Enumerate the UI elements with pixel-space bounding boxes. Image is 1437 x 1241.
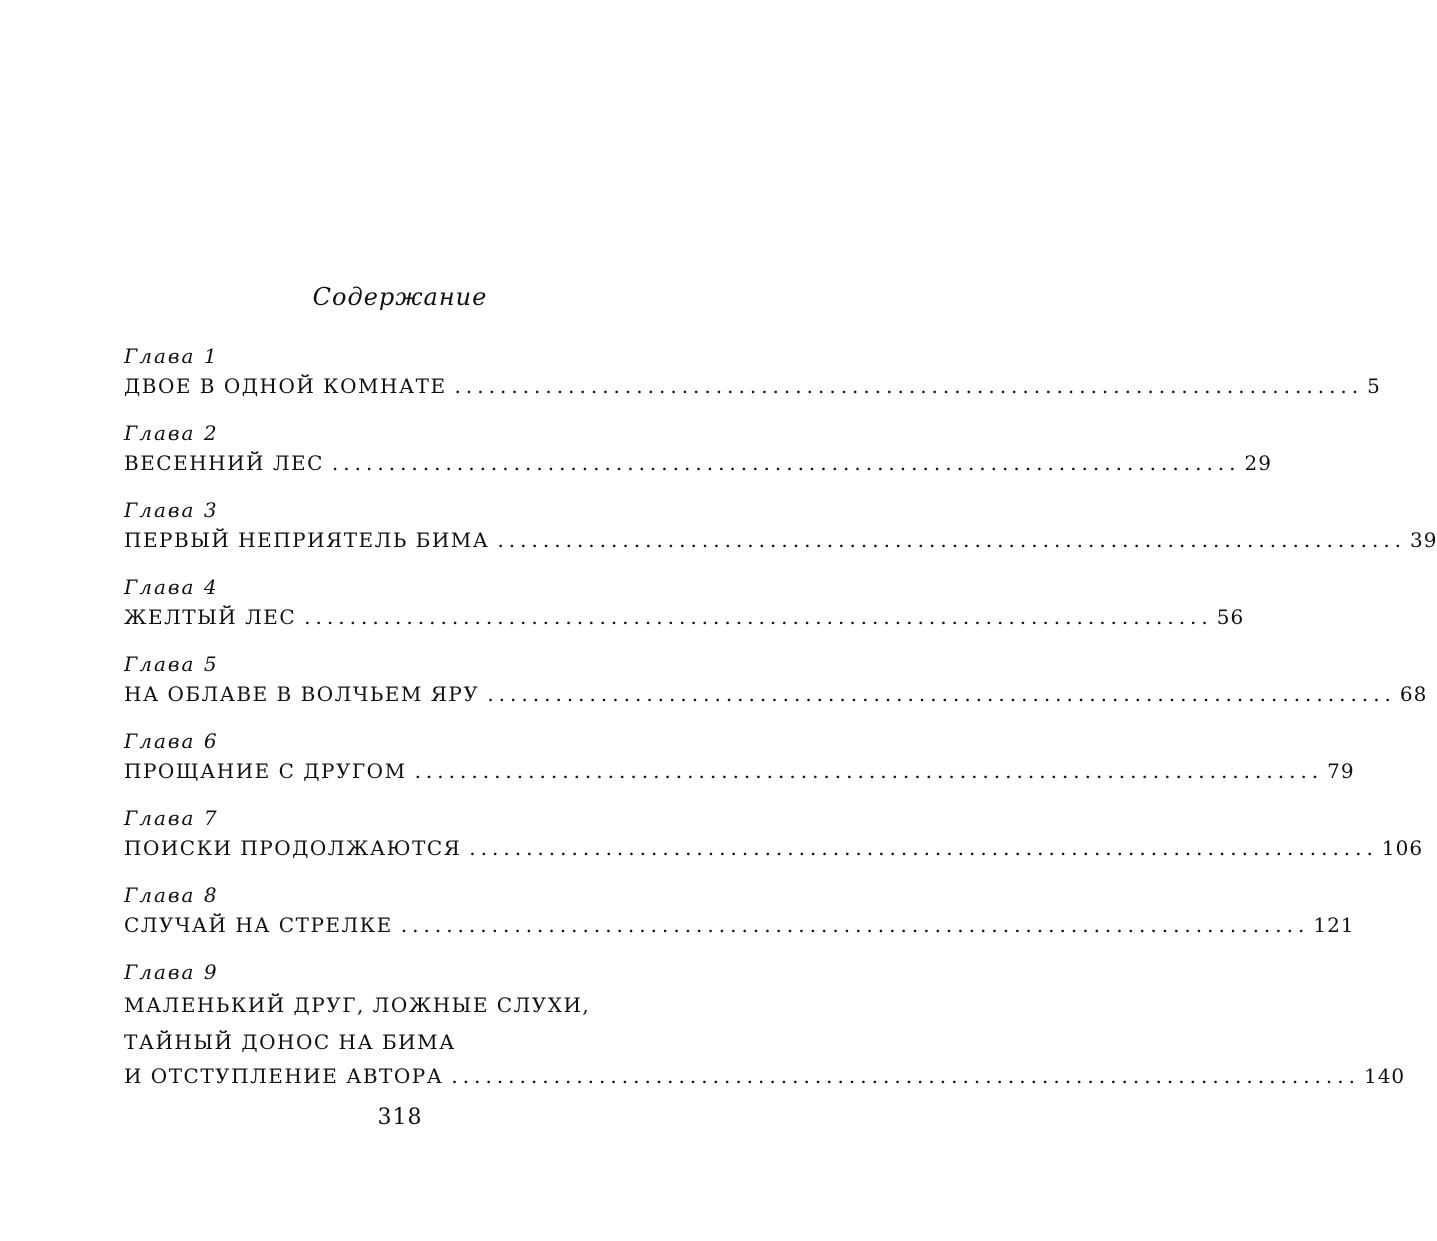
chapter-page-number: 121 — [1313, 913, 1355, 937]
chapter-label: Глава 4 — [124, 575, 219, 599]
chapter-label: Глава 8 — [124, 883, 219, 907]
dot-leader: ................................................................................ — [487, 682, 1396, 706]
chapter-title: ДВОЕ В ОДНОЙ КОМНАТЕ — [124, 374, 447, 398]
chapter-title-row — [124, 371, 1381, 401]
chapter-title: ПРОЩАНИЕ С ДРУГОМ — [124, 759, 407, 783]
chapter-page-number: 79 — [1327, 759, 1355, 783]
chapter-title-row — [124, 448, 1272, 478]
chapter-page-number: 56 — [1216, 605, 1245, 629]
chapter-label: Глава 7 — [124, 806, 219, 830]
dot-leader: ................................................................................ — [304, 605, 1213, 629]
toc-entry-chapter-1 — [124, 341, 1381, 401]
chapter-title-row — [124, 833, 1424, 863]
dot-leader: ................................................................................ — [469, 836, 1378, 860]
chapter-title-row — [124, 525, 1437, 555]
chapter-title-row — [124, 679, 1428, 709]
toc-heading: Содержание — [312, 283, 488, 311]
page-number: 318 — [377, 1105, 423, 1130]
chapter-page-number: 5 — [1367, 374, 1381, 398]
chapter-title-row — [124, 910, 1355, 940]
toc-entry-chapter-9 — [124, 957, 1406, 1091]
chapter-page-number: 106 — [1381, 836, 1424, 860]
dot-leader: ................................................................................ — [497, 528, 1407, 552]
chapter-title: СЛУЧАЙ НА СТРЕЛКЕ — [124, 913, 393, 937]
chapter-title: ВЕСЕННИЙ ЛЕС — [124, 451, 324, 475]
chapter-title: НА ОБЛАВЕ В ВОЛЧЬЕМ ЯРУ — [124, 682, 480, 706]
chapter-title-row — [124, 756, 1355, 786]
toc-entry-chapter-6 — [124, 726, 1355, 786]
chapter-label: Глава 5 — [124, 652, 219, 676]
chapter-title: И ОТСТУПЛЕНИЕ АВТОРА — [124, 1064, 444, 1088]
chapter-label: Глава 2 — [124, 421, 219, 445]
chapter-title-line: МАЛЕНЬКИЙ ДРУГ, ЛОЖНЫЕ СЛУХИ, — [124, 993, 591, 1017]
chapter-page-number: 68 — [1399, 682, 1428, 706]
chapter-page-number: 140 — [1363, 1064, 1406, 1088]
chapter-label: Глава 9 — [124, 960, 219, 984]
chapter-title-line: ТАЙНЫЙ ДОНОС НА БИМА — [124, 1030, 456, 1054]
toc-entry-chapter-4 — [124, 572, 1245, 632]
chapter-title-row — [124, 1061, 1406, 1091]
chapter-title: ЖЕЛТЫЙ ЛЕС — [124, 605, 297, 629]
dot-leader: ................................................................................ — [400, 913, 1310, 937]
toc-entry-chapter-7 — [124, 803, 1424, 863]
chapter-page-number: 29 — [1244, 451, 1272, 475]
dot-leader: ................................................................................ — [331, 451, 1241, 475]
chapter-page-number: 39 — [1410, 528, 1437, 552]
toc-list — [124, 341, 1437, 1091]
dot-leader: ................................................................................ — [451, 1064, 1360, 1088]
chapter-label: Глава 1 — [124, 344, 219, 368]
chapter-label: Глава 3 — [124, 498, 219, 522]
dot-leader: ................................................................................ — [454, 374, 1364, 398]
chapter-title: ПОИСКИ ПРОДОЛЖАЮТСЯ — [124, 836, 462, 860]
chapter-title-row — [124, 602, 1245, 632]
dot-leader: ................................................................................ — [414, 759, 1324, 783]
chapter-title: ПЕРВЫЙ НЕПРИЯТЕЛЬ БИМА — [124, 528, 490, 552]
chapter-label: Глава 6 — [124, 729, 219, 753]
toc-entry-chapter-2 — [124, 418, 1272, 478]
toc-entry-chapter-8 — [124, 880, 1355, 940]
toc-entry-chapter-3 — [124, 495, 1437, 555]
toc-entry-chapter-5 — [124, 649, 1428, 709]
